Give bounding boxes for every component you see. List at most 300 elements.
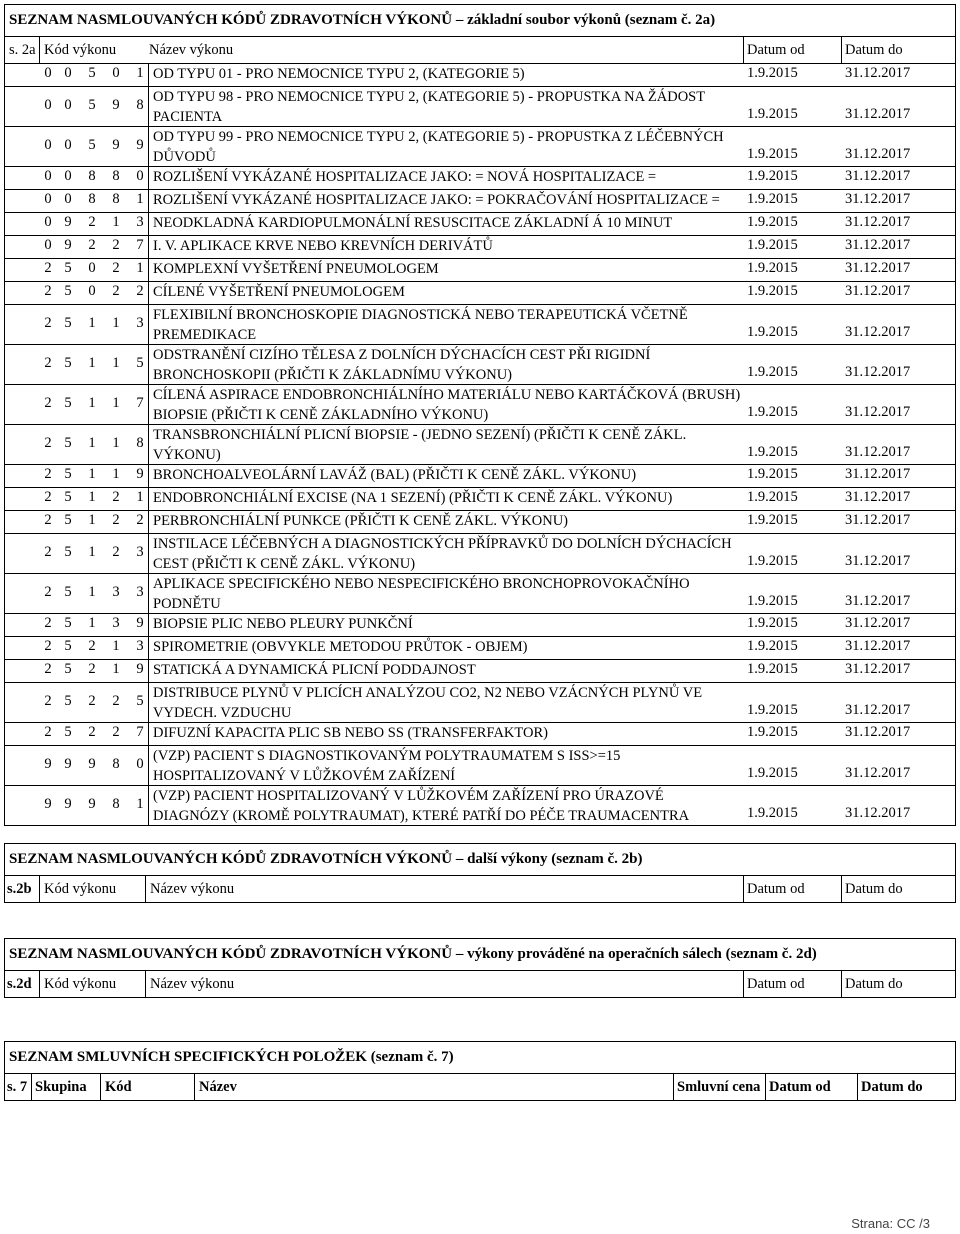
date-to-cell: 31.12.2017 xyxy=(845,237,911,253)
date-from-cell: 1.9.2015 xyxy=(747,260,798,276)
name-line: BIOPSIE (PŘIČTI K CENĚ ZÁKLADNÍHO VÝKONU) xyxy=(153,407,489,423)
name-cell xyxy=(148,574,690,613)
code-digit: 1 xyxy=(136,489,144,505)
code-digit: 9 xyxy=(88,796,96,812)
header-code: Kód výkonu xyxy=(39,37,116,63)
date-from-cell: 1.9.2015 xyxy=(747,593,798,609)
code-digit: 1 xyxy=(88,584,96,600)
code-digit: 2 xyxy=(44,466,52,482)
date-from-cell: 1.9.2015 xyxy=(747,661,798,677)
section-2a-header xyxy=(5,37,955,64)
code-digit: 0 xyxy=(44,137,52,153)
name-line: I. V. APLIKACE KRVE NEBO KREVNÍCH DERIVÁTŮ xyxy=(153,238,493,254)
code-digit: 1 xyxy=(88,466,96,482)
name-line: APLIKACE SPECIFICKÉHO NEBO NESPECIFICKÉHO BRONCHOPROVOKAČNÍHO xyxy=(153,576,690,592)
code-digit: 2 xyxy=(136,283,144,299)
date-from-cell: 1.9.2015 xyxy=(747,805,798,821)
code-digit: 0 xyxy=(88,283,96,299)
section-7-header xyxy=(5,1074,955,1100)
name-cell xyxy=(148,282,405,304)
code-digit: 2 xyxy=(112,512,120,528)
page-number: Strana: CC /3 xyxy=(851,1216,930,1231)
code-digit: 5 xyxy=(64,315,72,331)
date-to-cell: 31.12.2017 xyxy=(845,724,911,740)
code-digit: 9 xyxy=(136,615,144,631)
code-digit: 2 xyxy=(44,544,52,560)
code-cell xyxy=(39,746,148,785)
code-digit: 8 xyxy=(136,97,144,113)
code-digit: 2 xyxy=(88,638,96,654)
code-digit: 2 xyxy=(112,544,120,560)
date-to-cell: 31.12.2017 xyxy=(845,593,911,609)
code-digit: 2 xyxy=(88,214,96,230)
code-digit: 9 xyxy=(64,214,72,230)
code-cell xyxy=(39,190,148,212)
name-line: HOSPITALIZOVANÝ V LŮŽKOVÉM ZAŘÍZENÍ xyxy=(153,768,456,784)
table-row xyxy=(5,786,955,825)
table-row xyxy=(5,488,955,511)
table-row xyxy=(5,723,955,746)
code-digit: 5 xyxy=(64,435,72,451)
date-from-cell: 1.9.2015 xyxy=(747,466,798,482)
code-digit: 2 xyxy=(88,724,96,740)
date-to-cell: 31.12.2017 xyxy=(845,466,911,482)
date-from-cell: 1.9.2015 xyxy=(747,724,798,740)
code-digit: 8 xyxy=(112,191,120,207)
code-digit: 3 xyxy=(136,638,144,654)
name-cell xyxy=(148,786,689,825)
name-line: ODSTRANĚNÍ CIZÍHO TĚLESA Z DOLNÍCH DÝCHACÍCH CEST PŘI RIGIDNÍ xyxy=(153,347,651,363)
header-s: s. 2a xyxy=(9,42,36,58)
date-from-cell: 1.9.2015 xyxy=(747,444,798,460)
code-cell xyxy=(39,259,148,281)
header-date-to: Datum do xyxy=(841,971,903,997)
code-digit: 1 xyxy=(88,615,96,631)
code-digit: 0 xyxy=(44,191,52,207)
table-row xyxy=(5,190,955,213)
name-cell xyxy=(148,305,688,344)
table-row xyxy=(5,425,955,465)
table-row xyxy=(5,213,955,236)
code-digit: 2 xyxy=(44,489,52,505)
table-row xyxy=(5,305,955,345)
code-digit: 1 xyxy=(112,466,120,482)
code-digit: 9 xyxy=(64,796,72,812)
code-cell xyxy=(39,660,148,682)
code-digit: 2 xyxy=(88,693,96,709)
date-from-cell: 1.9.2015 xyxy=(747,615,798,631)
table-row xyxy=(5,236,955,259)
name-line: DIAGNÓZY (KROMĚ POLYTRAUMAT), KTERÉ PATŘÍ DO PÉČE TRAUMACENTRA xyxy=(153,808,690,824)
name-cell xyxy=(148,259,439,281)
date-to-cell: 31.12.2017 xyxy=(845,765,911,781)
name-line: CÍLENÁ ASPIRACE ENDOBRONCHIÁLNÍHO MATERIÁLU NEBO KARTÁČKOVÁ (BRUSH) xyxy=(153,387,741,403)
section-2b xyxy=(4,843,956,903)
table-row xyxy=(5,64,955,87)
name-line: SPIROMETRIE (OBVYKLE METODOU PRŮTOK - OBJEM) xyxy=(153,639,528,655)
code-digit: 3 xyxy=(112,615,120,631)
code-cell xyxy=(39,385,148,424)
date-from-cell: 1.9.2015 xyxy=(747,638,798,654)
code-digit: 1 xyxy=(136,191,144,207)
code-digit: 5 xyxy=(64,615,72,631)
header-date-from: Datum od xyxy=(743,37,805,63)
name-cell xyxy=(148,637,527,659)
code-digit: 1 xyxy=(112,214,120,230)
code-digit: 1 xyxy=(112,395,120,411)
code-digit: 1 xyxy=(136,260,144,276)
table-row xyxy=(5,746,955,786)
code-cell xyxy=(39,305,148,344)
code-digit: 2 xyxy=(44,355,52,371)
code-digit: 0 xyxy=(44,168,52,184)
name-cell xyxy=(148,190,720,212)
code-digit: 9 xyxy=(44,756,52,772)
date-to-cell: 31.12.2017 xyxy=(845,191,911,207)
date-from-cell: 1.9.2015 xyxy=(747,106,798,122)
table-row xyxy=(5,660,955,683)
code-digit: 5 xyxy=(64,544,72,560)
name-line: DIFUZNÍ KAPACITA PLIC SB NEBO SS (TRANSFERFAKTOR) xyxy=(153,725,548,741)
section-2a-title: SEZNAM NASMLOUVANÝCH KÓDŮ ZDRAVOTNÍCH VÝKONŮ – základní soubor výkonů (seznam č. 2a) xyxy=(5,5,955,37)
code-digit: 9 xyxy=(64,237,72,253)
date-from-cell: 1.9.2015 xyxy=(747,553,798,569)
code-digit: 0 xyxy=(44,65,52,81)
code-cell xyxy=(39,574,148,613)
date-from-cell: 1.9.2015 xyxy=(747,512,798,528)
code-digit: 5 xyxy=(64,724,72,740)
table-row xyxy=(5,511,955,534)
name-line: PERBRONCHIÁLNÍ PUNKCE (PŘIČTI K CENĚ ZÁKL. VÝKONU) xyxy=(153,513,568,529)
name-cell xyxy=(148,465,636,487)
code-digit: 0 xyxy=(64,191,72,207)
name-line: VYDECH. VZDUCHU xyxy=(153,705,292,721)
code-digit: 2 xyxy=(44,661,52,677)
code-digit: 2 xyxy=(44,283,52,299)
name-cell xyxy=(148,236,493,258)
code-digit: 0 xyxy=(88,260,96,276)
date-from-cell: 1.9.2015 xyxy=(747,237,798,253)
date-to-cell: 31.12.2017 xyxy=(845,404,911,420)
code-digit: 1 xyxy=(88,355,96,371)
table-row xyxy=(5,574,955,614)
header-s: s.2d xyxy=(7,976,32,992)
code-digit: 2 xyxy=(44,615,52,631)
name-cell xyxy=(148,534,732,573)
name-cell xyxy=(148,385,740,424)
header-date-from: Datum od xyxy=(743,876,805,902)
code-digit: 5 xyxy=(64,260,72,276)
name-line: CÍLENÉ VYŠETŘENÍ PNEUMOLOGEM xyxy=(153,284,405,300)
code-digit: 8 xyxy=(112,796,120,812)
section-7 xyxy=(4,1041,956,1101)
code-digit: 0 xyxy=(64,137,72,153)
date-to-cell: 31.12.2017 xyxy=(845,106,911,122)
table-row xyxy=(5,637,955,660)
header-date-to: Datum do xyxy=(841,876,903,902)
name-line: CEST (PŘIČTI K CENĚ ZÁKL. VÝKONU) xyxy=(153,556,416,572)
date-to-cell: 31.12.2017 xyxy=(845,146,911,162)
name-line: NEODKLADNÁ KARDIOPULMONÁLNÍ RESUSCITACE ZÁKLADNÍ Á 10 MINUT xyxy=(153,215,673,231)
code-digit: 5 xyxy=(64,283,72,299)
section-2d-header xyxy=(5,971,955,997)
code-digit: 7 xyxy=(136,724,144,740)
code-digit: 0 xyxy=(136,168,144,184)
code-digit: 8 xyxy=(112,756,120,772)
date-to-cell: 31.12.2017 xyxy=(845,553,911,569)
name-line: BRONCHOSKOPII (PŘIČTI K ZÁKLADNÍMU VÝKONU) xyxy=(153,367,513,383)
name-cell xyxy=(148,167,656,189)
code-cell xyxy=(39,488,148,510)
code-digit: 2 xyxy=(112,693,120,709)
date-to-cell: 31.12.2017 xyxy=(845,324,911,340)
code-digit: 5 xyxy=(64,489,72,505)
date-from-cell: 1.9.2015 xyxy=(747,404,798,420)
code-digit: 0 xyxy=(136,756,144,772)
code-digit: 5 xyxy=(64,584,72,600)
name-line: TRANSBRONCHIÁLNÍ PLICNÍ BIOPSIE - (JEDNO SEZENÍ) (PŘIČTI K CENĚ ZÁKL. xyxy=(153,427,687,443)
header-price: Smluvní cena xyxy=(673,1074,760,1100)
name-cell xyxy=(148,660,476,682)
table-row xyxy=(5,345,955,385)
date-to-cell: 31.12.2017 xyxy=(845,512,911,528)
date-from-cell: 1.9.2015 xyxy=(747,324,798,340)
code-cell xyxy=(39,723,148,745)
code-digit: 3 xyxy=(136,214,144,230)
date-to-cell: 31.12.2017 xyxy=(845,168,911,184)
name-cell xyxy=(148,488,672,510)
header-name: Název výkonu xyxy=(145,971,234,997)
date-to-cell: 31.12.2017 xyxy=(845,702,911,718)
name-cell xyxy=(148,345,650,384)
code-cell xyxy=(39,534,148,573)
name-line: (VZP) PACIENT S DIAGNOSTIKOVANÝM POLYTRAUMATEM S ISS>=15 xyxy=(153,748,621,764)
code-digit: 3 xyxy=(136,544,144,560)
code-digit: 1 xyxy=(112,435,120,451)
code-digit: 8 xyxy=(112,168,120,184)
code-digit: 5 xyxy=(136,693,144,709)
code-digit: 5 xyxy=(64,661,72,677)
date-to-cell: 31.12.2017 xyxy=(845,214,911,230)
code-digit: 7 xyxy=(136,395,144,411)
code-digit: 2 xyxy=(44,435,52,451)
code-digit: 9 xyxy=(44,796,52,812)
code-digit: 2 xyxy=(44,395,52,411)
code-digit: 9 xyxy=(136,661,144,677)
table-row xyxy=(5,259,955,282)
date-from-cell: 1.9.2015 xyxy=(747,364,798,380)
section-2d-title: SEZNAM NASMLOUVANÝCH KÓDŮ ZDRAVOTNÍCH VÝKONŮ – výkony prováděné na operačních sálech (seznam č. 2d) xyxy=(5,939,955,971)
name-cell xyxy=(148,511,568,533)
section-2a-rows xyxy=(5,64,955,825)
table-row xyxy=(5,167,955,190)
date-from-cell: 1.9.2015 xyxy=(747,146,798,162)
date-to-cell: 31.12.2017 xyxy=(845,283,911,299)
code-cell xyxy=(39,127,148,166)
section-2a xyxy=(4,4,956,826)
code-digit: 2 xyxy=(136,512,144,528)
code-cell xyxy=(39,167,148,189)
name-line: STATICKÁ A DYNAMICKÁ PLICNÍ PODDAJNOST xyxy=(153,662,476,678)
date-to-cell: 31.12.2017 xyxy=(845,489,911,505)
name-line: OD TYPU 98 - PRO NEMOCNICE TYPU 2, (KATEGORIE 5) - PROPUSTKA NA ŽÁDOST xyxy=(153,89,706,105)
header-code: Kód výkonu xyxy=(39,876,116,902)
name-line: VÝKONU) xyxy=(153,447,221,463)
code-cell xyxy=(39,465,148,487)
code-digit: 9 xyxy=(88,756,96,772)
code-digit: 1 xyxy=(88,435,96,451)
code-digit: 2 xyxy=(88,237,96,253)
name-line: PACIENTA xyxy=(153,109,223,125)
header-code: Kód výkonu xyxy=(39,971,116,997)
code-digit: 5 xyxy=(88,65,96,81)
code-digit: 5 xyxy=(88,97,96,113)
name-line: PREMEDIKACE xyxy=(153,327,257,343)
code-digit: 1 xyxy=(88,315,96,331)
code-digit: 0 xyxy=(64,168,72,184)
name-line: DISTRIBUCE PLYNŮ V PLICÍCH ANALÝZOU CO2, N2 NEBO VZÁCNÝCH PLYNŮ VE xyxy=(153,685,703,701)
date-from-cell: 1.9.2015 xyxy=(747,283,798,299)
name-line: ENDOBRONCHIÁLNÍ EXCISE (NA 1 SEZENÍ) (PŘIČTI K CENĚ ZÁKL. VÝKONU) xyxy=(153,490,673,506)
code-digit: 2 xyxy=(112,283,120,299)
date-from-cell: 1.9.2015 xyxy=(747,65,798,81)
header-date-from: Datum od xyxy=(765,1074,831,1100)
table-row xyxy=(5,534,955,574)
code-cell xyxy=(39,425,148,464)
code-cell xyxy=(39,282,148,304)
date-to-cell: 31.12.2017 xyxy=(845,444,911,460)
code-digit: 3 xyxy=(136,584,144,600)
name-line: FLEXIBILNÍ BRONCHOSKOPIE DIAGNOSTICKÁ NEBO TERAPEUTICKÁ VČETNĚ xyxy=(153,307,688,323)
code-digit: 0 xyxy=(64,65,72,81)
code-digit: 2 xyxy=(44,512,52,528)
code-digit: 9 xyxy=(64,756,72,772)
name-cell xyxy=(148,746,620,785)
date-to-cell: 31.12.2017 xyxy=(845,805,911,821)
name-line: ROZLIŠENÍ VYKÁZANÉ HOSPITALIZACE JAKO: = NOVÁ HOSPITALIZACE = xyxy=(153,169,657,185)
header-code: Kód xyxy=(100,1074,132,1100)
date-to-cell: 31.12.2017 xyxy=(845,364,911,380)
name-line: KOMPLEXNÍ VYŠETŘENÍ PNEUMOLOGEM xyxy=(153,261,439,277)
code-digit: 2 xyxy=(112,724,120,740)
section-2b-title: SEZNAM NASMLOUVANÝCH KÓDŮ ZDRAVOTNÍCH VÝKONŮ – další výkony (seznam č. 2b) xyxy=(5,844,955,876)
name-line: INSTILACE LÉČEBNÝCH A DIAGNOSTICKÝCH PŘÍPRAVKŮ DO DOLNÍCH DÝCHACÍCH xyxy=(153,536,732,552)
code-digit: 1 xyxy=(88,395,96,411)
section-2b-header xyxy=(5,876,955,902)
code-digit: 1 xyxy=(112,661,120,677)
code-digit: 9 xyxy=(112,97,120,113)
code-digit: 0 xyxy=(44,97,52,113)
table-row xyxy=(5,127,955,167)
code-digit: 3 xyxy=(136,315,144,331)
name-cell xyxy=(148,683,702,722)
date-to-cell: 31.12.2017 xyxy=(845,661,911,677)
code-digit: 5 xyxy=(64,355,72,371)
table-row xyxy=(5,87,955,127)
code-cell xyxy=(39,345,148,384)
name-line: BIOPSIE PLIC NEBO PLEURY PUNKČNÍ xyxy=(153,616,413,632)
date-to-cell: 31.12.2017 xyxy=(845,65,911,81)
date-from-cell: 1.9.2015 xyxy=(747,702,798,718)
code-cell xyxy=(39,683,148,722)
code-cell xyxy=(39,213,148,235)
name-cell xyxy=(148,64,525,86)
header-name: Název výkonu xyxy=(149,42,234,58)
table-row xyxy=(5,465,955,488)
code-digit: 2 xyxy=(112,489,120,505)
code-digit: 0 xyxy=(44,237,52,253)
section-7-title: SEZNAM SMLUVNÍCH SPECIFICKÝCH POLOŽEK (seznam č. 7) xyxy=(5,1042,955,1074)
code-digit: 2 xyxy=(44,724,52,740)
code-digit: 2 xyxy=(88,661,96,677)
code-digit: 7 xyxy=(136,237,144,253)
code-cell xyxy=(39,87,148,126)
date-from-cell: 1.9.2015 xyxy=(747,214,798,230)
code-cell xyxy=(39,236,148,258)
header-name: Název výkonu xyxy=(145,876,234,902)
header-date-to: Datum do xyxy=(857,1074,923,1100)
code-digit: 5 xyxy=(64,395,72,411)
code-digit: 1 xyxy=(88,489,96,505)
code-digit: 2 xyxy=(112,260,120,276)
code-digit: 0 xyxy=(64,97,72,113)
table-row xyxy=(5,683,955,723)
code-digit: 1 xyxy=(136,796,144,812)
date-from-cell: 1.9.2015 xyxy=(747,489,798,505)
date-from-cell: 1.9.2015 xyxy=(747,191,798,207)
code-digit: 1 xyxy=(136,65,144,81)
code-digit: 3 xyxy=(112,584,120,600)
name-cell xyxy=(148,614,413,636)
header-s: s. 7 xyxy=(7,1079,28,1095)
table-row xyxy=(5,614,955,637)
date-to-cell: 31.12.2017 xyxy=(845,260,911,276)
code-digit: 1 xyxy=(88,512,96,528)
code-digit: 2 xyxy=(44,260,52,276)
table-row xyxy=(5,282,955,305)
header-s: s.2b xyxy=(7,881,32,897)
code-digit: 8 xyxy=(88,191,96,207)
name-cell xyxy=(148,723,548,745)
code-cell xyxy=(39,511,148,533)
code-digit: 5 xyxy=(136,355,144,371)
code-digit: 2 xyxy=(44,584,52,600)
name-line: BRONCHOALVEOLÁRNÍ LAVÁŽ (BAL) (PŘIČTI K CENĚ ZÁKL. VÝKONU) xyxy=(153,467,637,483)
code-digit: 0 xyxy=(112,65,120,81)
code-digit: 5 xyxy=(64,512,72,528)
name-line: OD TYPU 01 - PRO NEMOCNICE TYPU 2, (KATEGORIE 5) xyxy=(153,66,525,82)
code-digit: 0 xyxy=(44,214,52,230)
table-row xyxy=(5,385,955,425)
name-line: (VZP) PACIENT HOSPITALIZOVANÝ V LŮŽKOVÉM ZAŘÍZENÍ PRO ÚRAZOVÉ xyxy=(153,788,664,804)
code-digit: 5 xyxy=(88,137,96,153)
name-line: PODNĚTU xyxy=(153,596,221,612)
code-digit: 5 xyxy=(64,466,72,482)
code-cell xyxy=(39,786,148,825)
code-digit: 5 xyxy=(64,693,72,709)
code-digit: 8 xyxy=(136,435,144,451)
code-digit: 9 xyxy=(112,137,120,153)
date-from-cell: 1.9.2015 xyxy=(747,765,798,781)
name-line: OD TYPU 99 - PRO NEMOCNICE TYPU 2, (KATEGORIE 5) - PROPUSTKA Z LÉČEBNÝCH xyxy=(153,129,724,145)
code-digit: 8 xyxy=(88,168,96,184)
section-2d xyxy=(4,938,956,998)
code-digit: 2 xyxy=(112,237,120,253)
code-digit: 2 xyxy=(44,693,52,709)
date-from-cell: 1.9.2015 xyxy=(747,168,798,184)
header-group: Skupina xyxy=(31,1074,87,1100)
code-digit: 9 xyxy=(136,137,144,153)
